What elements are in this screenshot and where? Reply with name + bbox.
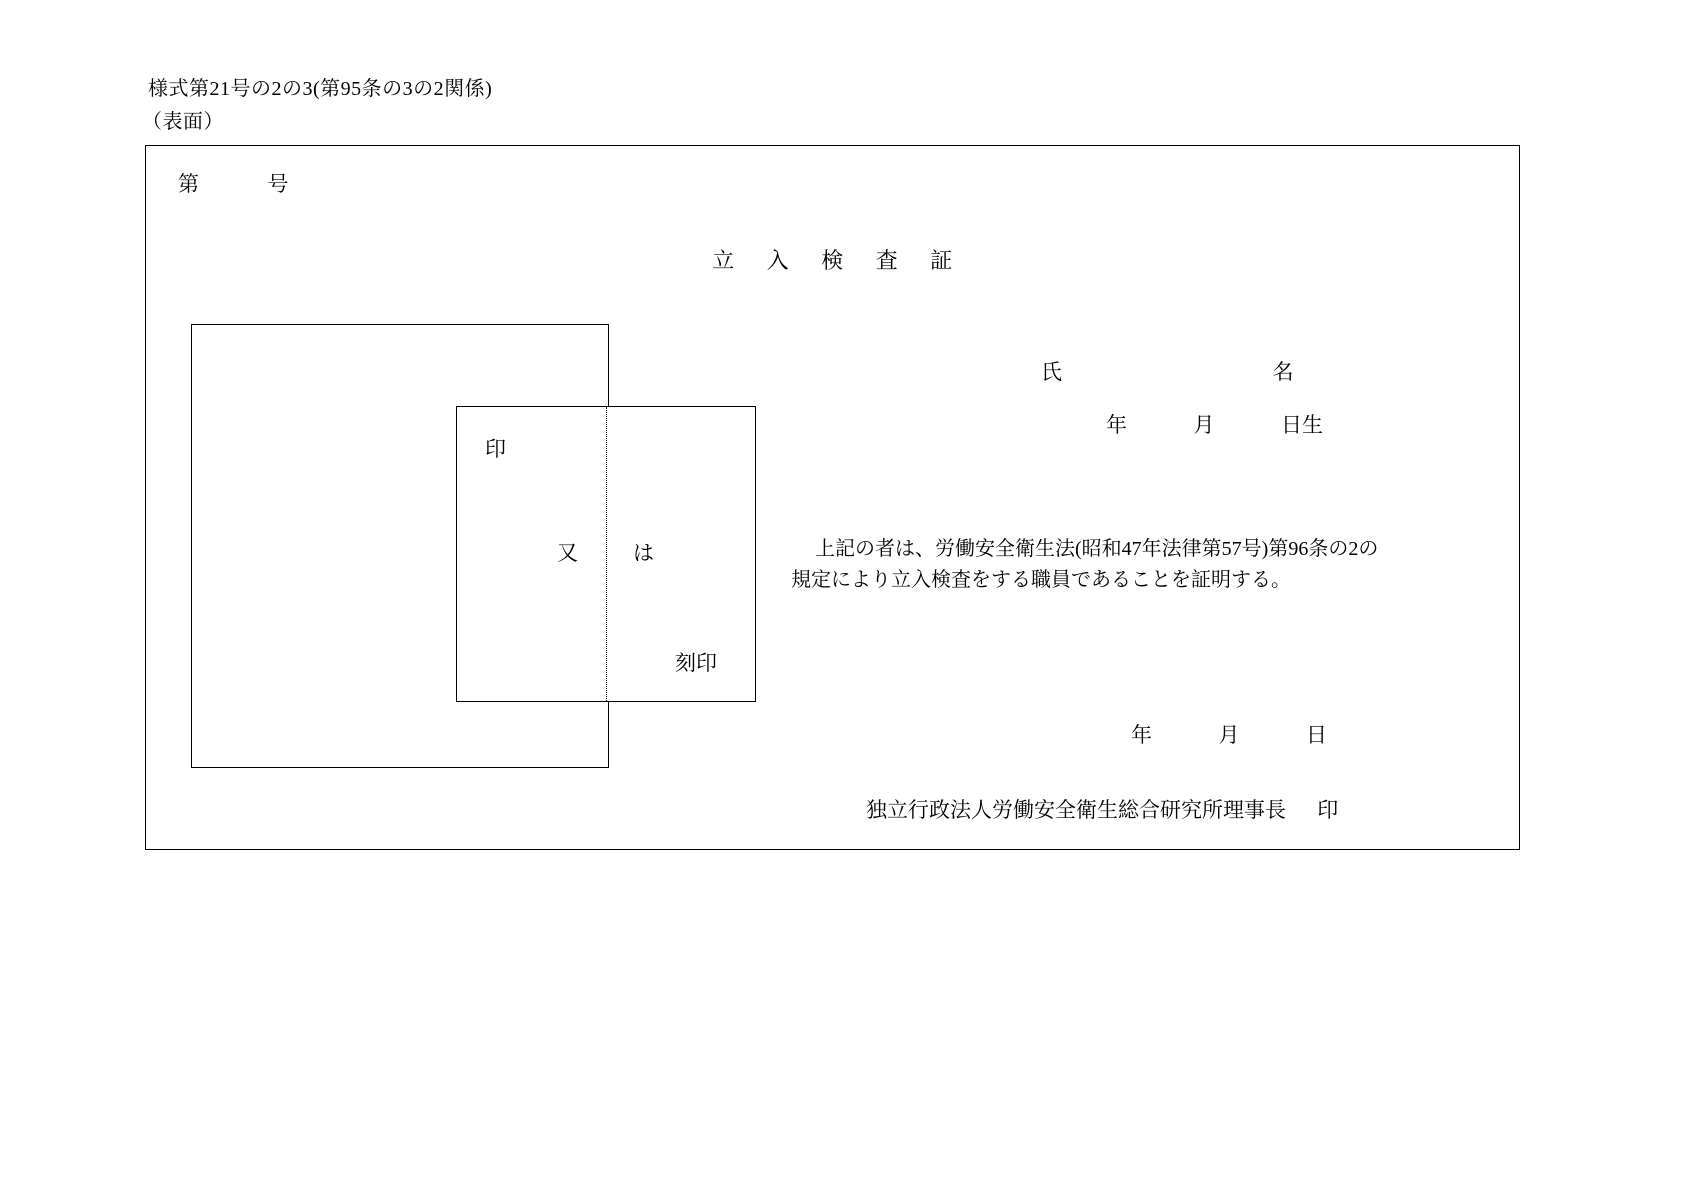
title-char-3: 検: [821, 248, 844, 273]
certificate-number-line: [178, 168, 289, 198]
issue-date-line: [1131, 719, 1327, 749]
title-char-5: 証: [930, 248, 953, 273]
name-field-line: [1041, 356, 1294, 386]
title-char-2: 入: [766, 248, 790, 273]
statement-line-1-wrap: [791, 534, 1511, 565]
birthdate-field-line: [1106, 409, 1323, 439]
or-label-right: は: [633, 541, 654, 565]
birth-day-label: 日生: [1281, 413, 1323, 437]
statement-line-1: 上記の者は、労働安全衛生法(昭和47年法律第57号)第96条の2の: [815, 538, 1379, 560]
stamp-label: 刻印: [675, 651, 717, 675]
form-code-label: 様式第21号の2の3(第95条の3の2関係): [148, 78, 493, 100]
birth-year-label: 年: [1106, 413, 1127, 437]
name-label-first: 氏: [1041, 360, 1062, 384]
certificate-title: [146, 244, 1519, 275]
issue-day-label: 日: [1306, 723, 1327, 747]
seal-box: [456, 406, 756, 702]
issuer-seal-label: 印: [1317, 798, 1339, 822]
certification-statement: [791, 534, 1511, 596]
issue-month-label: 月: [1218, 723, 1240, 747]
statement-line-2: 規定により立入検査をする職員であることを証明する。: [791, 569, 1291, 591]
certificate-number-prefix: 第: [178, 172, 199, 196]
seal-label: 印: [485, 437, 506, 461]
certificate-number-suffix: 号: [267, 172, 289, 196]
title-char-1: 立: [712, 248, 735, 273]
name-label-second: 名: [1272, 360, 1294, 384]
issuer-name: 独立行政法人労働安全衛生総合研究所理事長: [866, 798, 1286, 822]
issuer-line: [866, 794, 1338, 824]
or-label-left: 又: [557, 541, 578, 565]
side-label: （表面）: [142, 111, 224, 133]
issue-year-label: 年: [1131, 723, 1152, 747]
certificate-frame: [145, 145, 1520, 850]
seal-box-divider: [606, 407, 607, 701]
title-char-4: 査: [875, 248, 899, 273]
birth-month-label: 月: [1193, 413, 1215, 437]
